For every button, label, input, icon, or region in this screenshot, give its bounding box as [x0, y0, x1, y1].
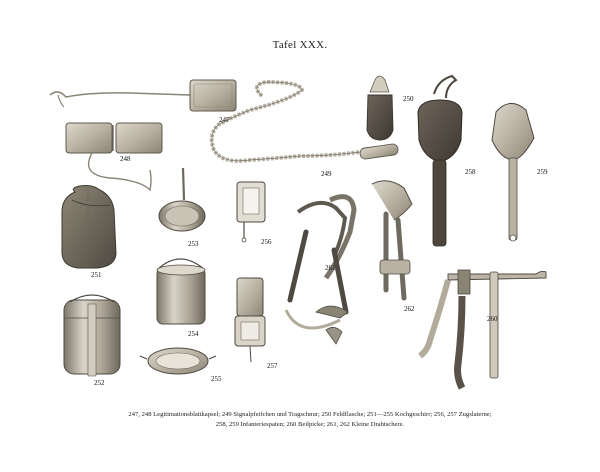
item-250-field-flask	[367, 76, 393, 140]
label-260: 260	[487, 315, 498, 323]
item-247-id-capsule	[50, 80, 236, 111]
item-252-mess-kit	[64, 295, 120, 376]
item-257-lantern-open	[235, 278, 265, 362]
label-250: 250	[403, 95, 414, 103]
label-253: 253	[188, 240, 199, 248]
label-255: 255	[211, 375, 222, 383]
label-251: 251	[91, 271, 102, 279]
label-261: 261	[325, 264, 336, 272]
item-262-wire-cutter-side	[372, 181, 412, 298]
plate-title: Tafel XXX.	[272, 39, 328, 51]
label-262: 262	[404, 305, 415, 313]
label-257: 257	[267, 362, 278, 370]
label-252: 252	[94, 379, 105, 387]
item-248-open-capsule	[66, 123, 162, 190]
label-254: 254	[188, 330, 199, 338]
item-259-spade	[492, 103, 534, 241]
item-251-mess-kit-cover	[62, 186, 116, 269]
label-258: 258	[465, 168, 476, 176]
item-253-pan-lid	[159, 168, 205, 231]
item-256-lantern	[237, 182, 265, 242]
label-248: 248	[120, 155, 131, 163]
caption-line-1: 247, 248 Legitimationsblattkapsel; 249 Signalpfeifchen und Tragschnur; 250 Feldflasche; 251—255 Kochgeschirr; 256, 257 Zugslaterne;	[128, 411, 492, 418]
label-259: 259	[537, 168, 548, 176]
item-254-cook-pot	[157, 259, 205, 324]
caption-line-2: 258, 259 Infanteriespaten; 260 Beilpicke; 261, 262 Kleine Drahtschere.	[215, 421, 405, 428]
label-256: 256	[261, 238, 272, 246]
item-261-wire-cutter	[286, 197, 354, 344]
label-249: 249	[321, 170, 332, 178]
item-260-pick-axe	[420, 270, 546, 388]
plate-caption	[50, 410, 570, 430]
item-255-oval-dish	[140, 348, 216, 374]
label-247: 247	[219, 116, 230, 124]
item-258-spade-covered	[418, 76, 462, 246]
